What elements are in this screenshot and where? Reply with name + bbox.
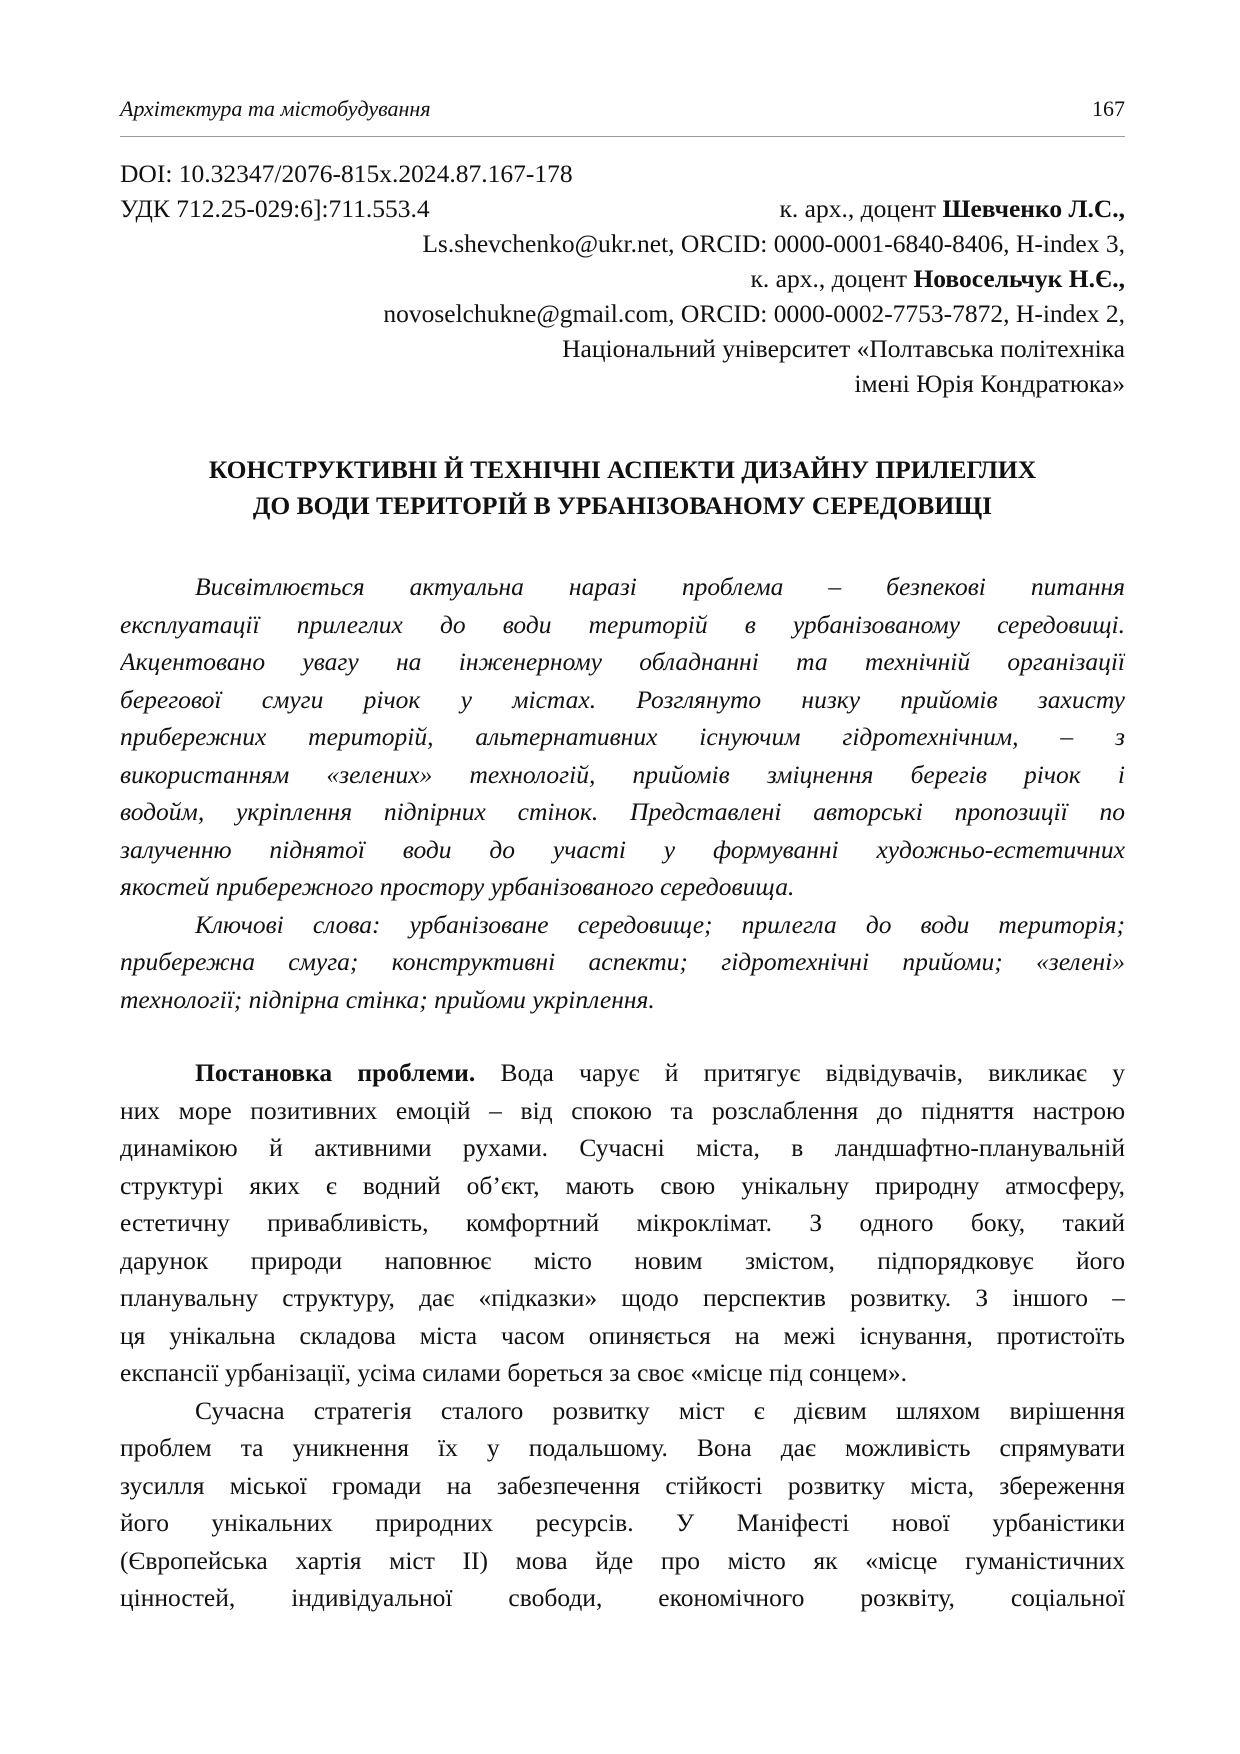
title-line-1: КОНСТРУКТИВНІ Й ТЕХНІЧНІ АСПЕКТИ ДИЗАЙНУ ПРИЛЕГЛИХ: [208, 455, 1037, 484]
author2: [120, 261, 1125, 296]
body-line: експансії урбанізації, усіма силами бореться за своє «місце під сонцем».: [120, 1358, 907, 1387]
body-line: дарунок природи наповнює місто новим змістом, підпорядковує його: [120, 1245, 1125, 1275]
running-header: [120, 96, 1125, 137]
article-title: [120, 452, 1125, 524]
body-line: них море позитивних емоцій – від спокою та розслаблення до підняття настрою: [120, 1095, 1125, 1125]
body-line: Сучасна стратегія сталого розвитку міст є дієвим шляхом вирішення: [195, 1395, 1125, 1425]
abstract-line: берегової смуги річок у містах. Розглянуто низку прийомів захисту: [120, 684, 1125, 714]
body-line: ця унікальна складова міста часом опиняється на межі існування, протистоїть: [120, 1320, 1125, 1350]
author2-name: Новосельчук Н.Є.,: [913, 264, 1125, 293]
paragraph-1-text: Вода чарує й притягує відвідувачів, викликає у: [475, 1058, 1125, 1087]
body-text: [120, 1054, 1125, 1617]
section-heading: Постановка проблеми.: [195, 1058, 476, 1087]
author1: [780, 191, 1125, 226]
author2-degree: к. арх., доцент: [750, 264, 914, 293]
abstract-line: прибережних територій, альтернативних існуючим гідротехнічним, – з: [120, 722, 1125, 751]
keywords-line: прибережна смуга; конструктивні аспекти; гідротехнічні прийоми; «зелені»: [120, 947, 1125, 976]
body-line: структурі яких є водний об’єкт, мають свою унікальну природну атмосферу,: [120, 1170, 1125, 1200]
author1-name: Шевченко Л.С.,: [942, 194, 1125, 223]
abstract-line: експлуатації прилеглих до води територій в урбанізованому середовищі.: [120, 609, 1125, 639]
body-line: його унікальних природних ресурсів. У Маніфесті нової урбаністики: [120, 1508, 1125, 1537]
author1-degree: к. арх., доцент: [779, 194, 943, 223]
affiliation-line-1: Національний університет «Полтавська політехніка: [562, 334, 1125, 363]
page-number: 167: [1092, 96, 1125, 121]
body-line: проблем та уникнення їх у подальшому. Вона дає можливість спрямувати: [120, 1433, 1125, 1462]
journal-name: Архітектура та містобудування: [120, 96, 431, 121]
keywords-line: технології; підпірна стінка; прийоми укріплення.: [120, 984, 655, 1014]
body-line: зусилля міської громади на забезпечення стійкості розвитку міста, збереження: [120, 1470, 1125, 1500]
doi: DOI: 10.32347/2076-815х.2024.87.167-178: [120, 159, 573, 188]
title-line-2: ДО ВОДИ ТЕРИТОРІЙ В УРБАНІЗОВАНОМУ СЕРЕДОВИЩІ: [252, 491, 993, 520]
affiliation-line-2: імені Юрія Кондратюка»: [854, 369, 1125, 398]
udk: УДК 712.25-029:6]:711.553.4: [120, 194, 430, 223]
body-line: естетичну привабливість, комфортний мікроклімат. З одного боку, такий: [120, 1208, 1125, 1237]
body-line: планувальну структуру, дає «підказки» щодо перспектив розвитку. З іншого –: [120, 1283, 1125, 1312]
keywords-line: Ключові слова: урбанізоване середовище; прилегла до води територія;: [195, 909, 1125, 939]
abstract-line: Акцентовано увагу на інженерному обладнанні та технічній організації: [120, 647, 1125, 676]
article-metadata: [120, 156, 1125, 401]
body-line: динамікою й активними рухами. Сучасні міста, в ландшафтно-планувальній: [120, 1133, 1125, 1162]
abstract-line: водойм, укріплення підпірних стінок. Представлені авторські пропозиції по: [120, 797, 1125, 826]
abstract-line: якостей прибережного простору урбанізованого середовища.: [120, 872, 795, 901]
paragraph-1-first-line: [120, 1054, 1125, 1092]
abstract-line: Висвітлюється актуальна наразі проблема – безпекові питання: [195, 572, 1125, 601]
body-line: (Європейська хартія міст ІІ) мова йде про місто як «місце гуманістичних: [120, 1545, 1125, 1575]
author1-contacts: Ls.shevchenko@ukr.net, ORCID: 0000-0001-6840-8406, H-index 3,: [422, 229, 1125, 258]
author2-contacts: novoselchukne@gmail.com, ORCID: 0000-0002-7753-7872, H-index 2,: [383, 299, 1125, 328]
abstract: [120, 568, 1125, 1018]
udk-author1-row: [120, 191, 1125, 226]
abstract-line: залученню піднятої води до участі у формуванні художньо-естетичних: [120, 834, 1125, 864]
body-line: цінностей, індивідуальної свободи, економічного розквіту, соціальної: [120, 1583, 1125, 1612]
abstract-line: використанням «зелених» технологій, прийомів зміцнення берегів річок і: [120, 759, 1125, 789]
